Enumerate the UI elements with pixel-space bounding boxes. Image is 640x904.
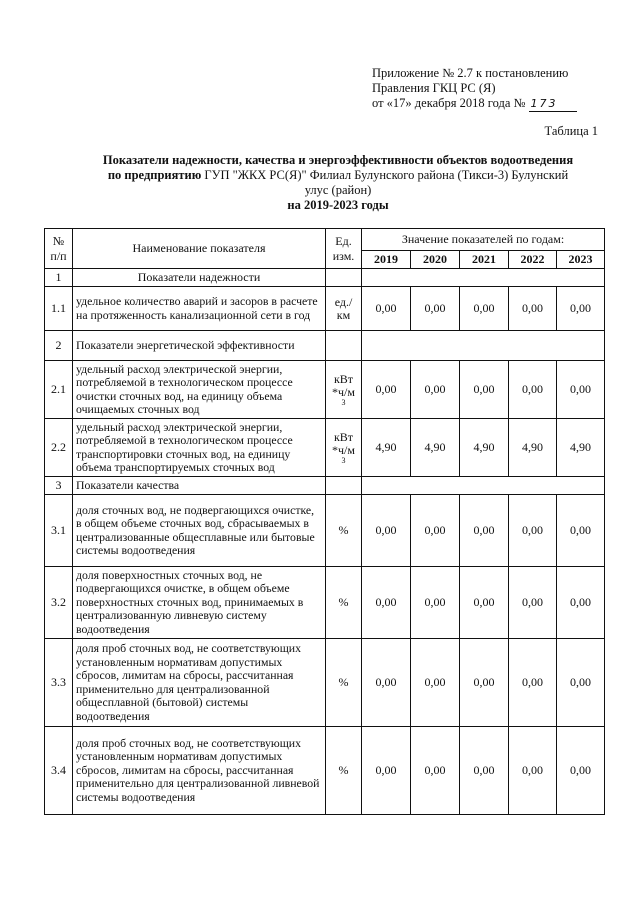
- row-value-2020: 4,90: [411, 419, 460, 477]
- row-unit-main: кВт *ч/м: [332, 371, 355, 399]
- row-value-2023: 0,00: [557, 727, 605, 815]
- section-unit-empty: [326, 331, 362, 361]
- section-name: Показатели надежности: [73, 269, 326, 287]
- row-num: 3.3: [45, 639, 73, 727]
- row-num: 2.2: [45, 419, 73, 477]
- title-line-2-rest: ГУП "ЖКХ РС(Я)" Филиал Булунского района (Тикси-3) Булунский: [204, 168, 569, 182]
- row-value-2023: 4,90: [557, 419, 605, 477]
- header-num: № п/п: [45, 229, 73, 269]
- row-value-2021: 0,00: [460, 361, 509, 419]
- row-value-2020: 0,00: [411, 495, 460, 567]
- section-name: Показатели энергетической эффективности: [73, 331, 326, 361]
- table-row: [45, 727, 605, 815]
- row-value-2023: 0,00: [557, 361, 605, 419]
- header-values: Значение показателей по годам:: [362, 229, 605, 251]
- row-value-2022: 0,00: [509, 495, 557, 567]
- row-value-2023: 0,00: [557, 495, 605, 567]
- title-line-1: Показатели надежности, качества и энергоэффективности объектов водоотведения: [102, 153, 574, 167]
- resolution-number: 173: [529, 96, 577, 112]
- row-value-2020: 0,00: [411, 361, 460, 419]
- row-value-2022: 0,00: [509, 639, 557, 727]
- row-name: удельный расход электрической энергии, потребляемой в технологическом процессе очистки сточных вод, на единицу объема очищаемых сточных вод: [73, 361, 326, 419]
- section-values-empty: [362, 331, 605, 361]
- row-value-2022: 0,00: [509, 567, 557, 639]
- section-num: 3: [45, 477, 73, 495]
- section-row: [45, 269, 605, 287]
- row-name: доля проб сточных вод, не соответствующих установленным нормативам допустимых сбросов, лимитам на сбросы, рассчитанная применительно для централизованной общесплавной (бытовой) системы водоотведения: [73, 639, 326, 727]
- row-value-2019: 0,00: [362, 567, 411, 639]
- row-value-2020: 0,00: [411, 727, 460, 815]
- row-value-2023: 0,00: [557, 287, 605, 331]
- document-title: [70, 153, 606, 213]
- table-row: [45, 495, 605, 567]
- appendix-line-2: Правления ГКЦ РС (Я): [372, 81, 496, 95]
- title-line-3: улус (район): [304, 183, 372, 197]
- row-value-2022: 4,90: [509, 419, 557, 477]
- section-values-empty: [362, 269, 605, 287]
- section-values-empty: [362, 477, 605, 495]
- table-row: [45, 287, 605, 331]
- row-value-2022: 0,00: [509, 287, 557, 331]
- appendix-line-3: [372, 96, 577, 112]
- row-value-2023: 0,00: [557, 639, 605, 727]
- table-label: Таблица 1: [544, 124, 598, 138]
- row-unit: [326, 361, 362, 419]
- row-num: 2.1: [45, 361, 73, 419]
- row-num: 3.2: [45, 567, 73, 639]
- row-unit: %: [326, 495, 362, 567]
- row-value-2019: 4,90: [362, 419, 411, 477]
- appendix-line-1: Приложение № 2.7 к постановлению: [372, 66, 569, 80]
- row-value-2021: 4,90: [460, 419, 509, 477]
- row-name: доля проб сточных вод, не соответствующих установленным нормативам допустимых сбросов, лимитам на сбросы, рассчитанная применительно для централизованной ливневой системы водоотведения: [73, 727, 326, 815]
- section-num: 2: [45, 331, 73, 361]
- indicators-table: [44, 228, 605, 815]
- row-value-2020: 0,00: [411, 567, 460, 639]
- row-num: 3.4: [45, 727, 73, 815]
- section-unit-empty: [326, 269, 362, 287]
- header-year-2023: 2023: [557, 251, 605, 269]
- section-row: [45, 331, 605, 361]
- row-value-2019: 0,00: [362, 495, 411, 567]
- row-unit: %: [326, 639, 362, 727]
- row-name: доля поверхностных сточных вод, не подвергающихся очистке, в общем объеме поверхностных сточных вод, принимаемых в централизованную ливневую систему водоотведения: [73, 567, 326, 639]
- header-name: Наименование показателя: [73, 229, 326, 269]
- title-line-4: на 2019-2023 годы: [287, 198, 389, 212]
- row-unit: ед./км: [326, 287, 362, 331]
- table-row: [45, 639, 605, 727]
- header-year-2020: 2020: [411, 251, 460, 269]
- row-value-2022: 0,00: [509, 361, 557, 419]
- header-year-2019: 2019: [362, 251, 411, 269]
- row-unit: %: [326, 727, 362, 815]
- section-num: 1: [45, 269, 73, 287]
- row-name: удельный расход электрической энергии, потребляемой в технологическом процессе транспортировки сточных вод, на единицу объема транспортируемых сточных вод: [73, 419, 326, 477]
- header-year-2022: 2022: [509, 251, 557, 269]
- appendix-date-text: от «17» декабря 2018 года №: [372, 96, 526, 110]
- row-value-2022: 0,00: [509, 727, 557, 815]
- row-name: доля сточных вод, не подвергающихся очистке, в общем объеме сточных вод, сбрасываемых в централизованные общесплавные или бытовые системы водоотведения: [73, 495, 326, 567]
- row-unit-main: кВт *ч/м: [332, 429, 355, 457]
- row-value-2021: 0,00: [460, 567, 509, 639]
- row-unit: %: [326, 567, 362, 639]
- row-value-2020: 0,00: [411, 287, 460, 331]
- section-row: [45, 477, 605, 495]
- row-value-2020: 0,00: [411, 639, 460, 727]
- header-unit: Ед. изм.: [326, 229, 362, 269]
- appendix-block: [372, 66, 577, 112]
- section-name: Показатели качества: [73, 477, 326, 495]
- header-year-2021: 2021: [460, 251, 509, 269]
- row-value-2021: 0,00: [460, 287, 509, 331]
- row-unit-superscript: 3: [341, 397, 346, 407]
- row-unit-superscript: 3: [341, 455, 346, 465]
- row-value-2019: 0,00: [362, 287, 411, 331]
- title-line-2-bold: по предприятию: [107, 168, 202, 182]
- row-unit: [326, 419, 362, 477]
- table-row: [45, 419, 605, 477]
- row-value-2019: 0,00: [362, 639, 411, 727]
- row-num: 1.1: [45, 287, 73, 331]
- row-value-2021: 0,00: [460, 727, 509, 815]
- row-num: 3.1: [45, 495, 73, 567]
- row-value-2023: 0,00: [557, 567, 605, 639]
- row-name: удельное количество аварий и засоров в расчете на протяженность канализационной сети в год: [73, 287, 326, 331]
- title-line-2: [70, 168, 606, 183]
- row-value-2019: 0,00: [362, 361, 411, 419]
- row-value-2019: 0,00: [362, 727, 411, 815]
- table-row: [45, 361, 605, 419]
- row-value-2021: 0,00: [460, 639, 509, 727]
- section-unit-empty: [326, 477, 362, 495]
- row-value-2021: 0,00: [460, 495, 509, 567]
- table-row: [45, 567, 605, 639]
